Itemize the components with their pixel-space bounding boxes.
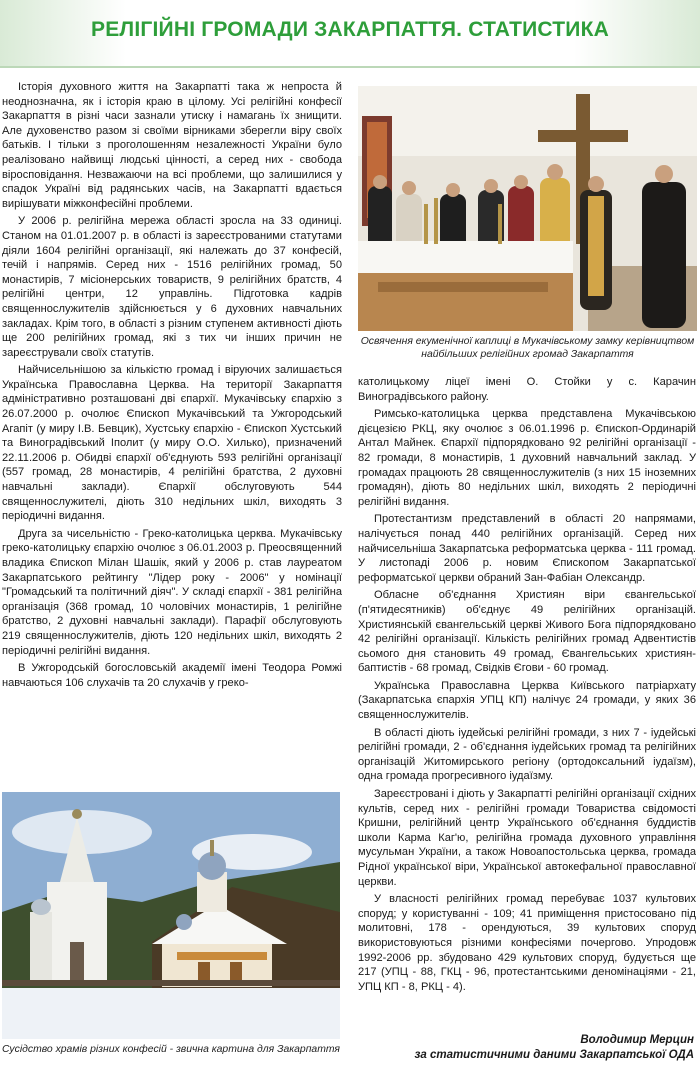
page-title: РЕЛІГІЙНІ ГРОМАДИ ЗАКАРПАТТЯ. СТАТИСТИКА [91,18,609,41]
source-note: за статистичними даними Закарпатської ОДА [414,1049,694,1061]
churches-photo-caption: Сусідство храмів різних конфесій - звична картина для Закарпаття [2,1044,340,1055]
article-right-column [358,375,696,1035]
paragraph: У власності релігійних громад перебуває 1037 культових споруд; у користуванні - 109; 41 приміщення пристосовано під молитовні, 178 - орендуються, 39 культових споруд використовуються різними конфесіями почергово. Упродовж 1992-2006 рр. збудовано 429 культових споруд, будується ще 217 (УПЦ - 88, ГКЦ - 96, протестантськими деномінаціями - 21, УПЦ КП - 8, РКЦ - 4). [358,893,696,993]
paragraph: В області діють іудейські релігійні громади, з них 7 - іудейські релігійні громади, 2 - об'єднання іудейських громад та релігійних організацій Житомирського регіону (ортодоксальний іудаїзм), одна громада прогресивного іудаїзму. [358,726,696,783]
ceremony-photo-caption: Освячення екуменічної каплиці в Мукачівському замку керівництвом найбільших релігійних громад Закарпаття [360,336,695,360]
paragraph: Протестантизм представлений в області 20 напрямами, налічується понад 440 релігійних організацій. Серед них найчисельніша Закарпатська реформатська церква - 111 громад. У листопаді 2006 р. новим Єпископом Закарпатської реформатської церкви обраний Зан-Фабіан Олександр. [358,513,696,584]
author-signature [414,1033,694,1063]
paragraph: Обласне об'єднання Християн віри євангельської (п'ятидесятників) об'єднує 49 релігійних організацій. Християнській євангельській церкві Живого Бога підпорядковано 42 релігійні організації. Кількість релігійних громад Адвентистів сьомого дня становить 49 громад, Євангельських християн-баптистів - 68 громад, Свідків Єгови - 60 громад. [358,589,696,675]
churches-photo [2,792,340,1039]
ceremony-illustration [358,86,697,331]
paragraph: Друга за чисельністю - Греко-католицька церква. Мукачівську греко-католицьку єпархію очолює з 06.01.2003 р. Преосвященний владика Єпископ Мілан Шашік, який у 2006 р. став лауреатом Закарпатського рейтингу "Лідер року - 2006" у номінації "Громадський та політичний діяч". У складі єпархії - 381 релігійна організація (368 громад, 10 чоловічих монастирів, 1 релігійне братство, 2 духовні навчальні заклади). Парафії обслуговують 219 священнослужителів, діють 120 недільних шкіл, виходять 2 періодичні релігійні видання. [2,527,342,657]
paragraph: Найчисельнішою за кількістю громад і віруючих залишається Українська Православна Церква. На території Закарпаття адміністративно розташовані дві єпархії. Мукачівську єпархію з 26.07.2000 р. очолює Єпископ Мукачівський та Ужгородський Агапіт (у миру І.В. Бевцик), Хустську єпархію - Єпископ Хустський та Виноградівський Іполит (у миру О.О. Хилько), призначений 22.11.2006 р. Обидві єпархії об'єднують 593 релігійні організації (557 громад, 28 монастирів, 4 релігійні братства, 2 духовні навчальні заклади). Єпархії обслуговують 544 священнослужителі, діють 310 недільних шкіл, виходять 3 періодичні видання. [2,364,342,523]
page-header [0,0,700,68]
paragraph: католицькому ліцеї імені О. Стойки у с. Карачин Виноградівського району. [358,376,696,403]
article-left-column [2,80,342,788]
paragraph: Історія духовного життя на Закарпатті така ж непроста й неоднозначна, як і історія краю в цілому. Усі релігійні конфесії Закарпаття в різні часи зазнали утиску і намагань їх знищити. Але духовенство разом зі своїми вірниками зберегли віру своїх батьків. І тільки з проголошенням незалежності України було реалізовано найвищі людські цінності, а серед них - свобода віросповідання. Незважаючи на всі проблеми, що залишилися у спадок Україні від радянських часів, на Закарпатті вдається вирішувати міжконфесійні проблеми. [2,81,342,210]
paragraph: Римсько-католицька церква представлена Мукачівською дієцезією РКЦ, яку очолює з 06.01.1996 р. Єпископ-Ординарій Антал Майнек. Єпархії підпорядковано 92 релігійні організації - 82 громади, 8 монастирів, 1 духовний навчальний заклад. У громадах працюють 28 священнослужителів (з них 15 іноземних громадян), діють 80 недільних шкіл, виходять 2 періодичні релігійні видання. [358,408,696,508]
paragraph: Зареєстровані і діють у Закарпатті релігійні організації східних культів, серед них - релігійні громади Товариства свідомості Кришни, релігійний центр Українського об'єднання буддистів школи Карма Каг'ю, релігійна громада духовного управління мусульман України, а також Новоапостольська церква, громада Рідної української віри, Української автокефальної православної церкви. [358,788,696,888]
ceremony-photo [358,86,697,331]
churches-illustration [2,792,340,1039]
author-name: Володимир Мерцин [580,1034,694,1046]
paragraph: В Ужгородській богословській академії імені Теодора Ромжі навчаються 106 слухачів та 20 слухачів у греко- [2,662,342,689]
paragraph: У 2006 р. релігійна мережа області зросла на 33 одиниці. Станом на 01.01.2007 р. в області із зареєстрованими статутами діяли 1604 релігійні організації, які належать до 37 конфесій, течій і напрямів. Серед них - 1516 релігійних громад, 50 монастирів, 7 місіонерських товариств, 9 релігійних братств, 4 релігійні центри, 12 управлінь. Підготовка кадрів священнослужителів здійснюється у 6 духовних навчальних закладах. Крім того, в області з різним ступенем активності діють ще 200 релігійних громад, які з тих чи інших причин не зареєстрували своїх статутів. [2,215,342,359]
paragraph: Українська Православна Церква Київського патріархату (Закарпатська єпархія УПЦ КП) налічує 24 громади, у яких 36 священнослужителів. [358,679,696,722]
